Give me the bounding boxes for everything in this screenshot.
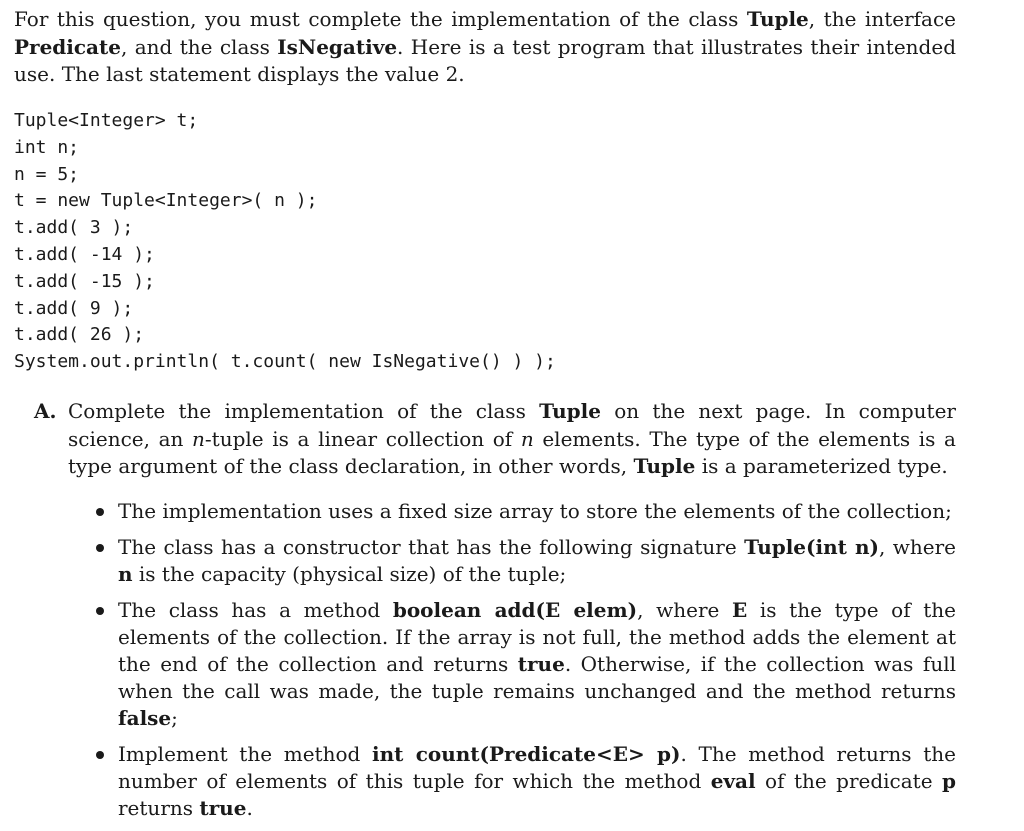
- list-item: [92, 597, 956, 732]
- part-a-run: on the next page. In computer science, an: [68, 399, 956, 451]
- keyword-true: true: [517, 652, 565, 676]
- term-tuple: Tuple: [633, 454, 696, 478]
- constructor-signature: Tuple(int n): [744, 535, 879, 559]
- bullet-text: , where: [637, 598, 732, 622]
- code-line: int n;: [14, 136, 80, 158]
- part-a-run: -tuple is a linear collection of: [204, 426, 521, 451]
- list-item: [92, 534, 956, 588]
- part-a-run: is a parameterized type.: [695, 454, 948, 478]
- bullet-text: . Otherwise, if the collection was full when the call was made, the tuple remains unchanged and the method returns: [118, 652, 956, 703]
- count-signature: int count(Predicate<E> p): [372, 742, 681, 766]
- part-a-text: [34, 398, 956, 481]
- bullet-icon: [96, 544, 104, 552]
- list-item: [92, 498, 956, 525]
- code-line: Tuple<Integer> t;: [14, 110, 199, 131]
- bullet-text: , where: [878, 535, 957, 559]
- code-listing: [14, 108, 556, 376]
- term-isnegative: IsNegative: [277, 34, 398, 59]
- bullet-icon: [96, 508, 104, 516]
- term-tuple: Tuple: [746, 7, 809, 31]
- part-a-label: A.: [34, 399, 57, 423]
- bullet-text: is the type of the elements of the collection. If the array is not full, the method adds the element at the end of the collection and returns: [118, 598, 957, 676]
- code-line: t.add( -14 );: [14, 243, 155, 265]
- bullet-icon: [96, 607, 104, 615]
- method-eval: eval: [710, 769, 756, 793]
- intro-text: , and the class: [120, 34, 278, 59]
- part-a-run: Complete the implementation of the class: [68, 399, 540, 423]
- code-line: n = 5;: [14, 163, 80, 185]
- code-line: t.add( 9 );: [14, 297, 134, 319]
- keyword-true: true: [199, 796, 247, 820]
- code-line: System.out.println( t.count( new IsNegative() ) );: [14, 351, 556, 373]
- bullet-text: returns: [118, 796, 200, 820]
- bullet-text: . The method returns the number of elements of this tuple for which the method: [118, 742, 956, 793]
- keyword-false: false: [118, 706, 172, 730]
- list-item: [92, 741, 956, 822]
- param-n: n: [118, 562, 133, 586]
- intro-text: , the interface: [808, 7, 956, 31]
- term-predicate: Predicate: [14, 34, 121, 59]
- bullet-text: is the capacity (physical size) of the tuple;: [132, 562, 567, 586]
- requirements-list: [92, 498, 956, 831]
- bullet-icon: [96, 751, 104, 759]
- bullet-text: Implement the method: [118, 742, 373, 766]
- bullet-text: ;: [171, 706, 178, 730]
- code-line: t = new Tuple<Integer>( n );: [14, 190, 318, 212]
- bullet-text: of the predicate: [755, 769, 943, 793]
- param-p: p: [942, 769, 956, 793]
- code-line: t.add( -15 );: [14, 270, 155, 292]
- add-signature: boolean add(E elem): [392, 598, 638, 622]
- part-a: [34, 398, 956, 481]
- math-n: n: [520, 426, 534, 451]
- code-line: t.add( 26 );: [14, 324, 145, 346]
- intro-text: For this question, you must complete the implementation of the class: [14, 7, 747, 31]
- bullet-text: The class has a method: [118, 598, 393, 622]
- intro-paragraph: [14, 6, 956, 89]
- bullet-text: The implementation uses a fixed size array to store the elements of the collection;: [118, 499, 952, 523]
- code-line: t.add( 3 );: [14, 217, 134, 239]
- term-tuple: Tuple: [539, 399, 601, 423]
- bullet-text: .: [246, 796, 253, 820]
- part-a-run: elements. The type of the elements is a type argument of the class declaration, in other words,: [68, 426, 956, 478]
- type-e: E: [732, 598, 748, 622]
- bullet-text: The class has a constructor that has the following signature: [118, 535, 745, 559]
- math-n: n: [192, 426, 205, 451]
- intro-text: . Here is a test program that illustrates their intended use. The last statement displays the value 2.: [14, 34, 957, 86]
